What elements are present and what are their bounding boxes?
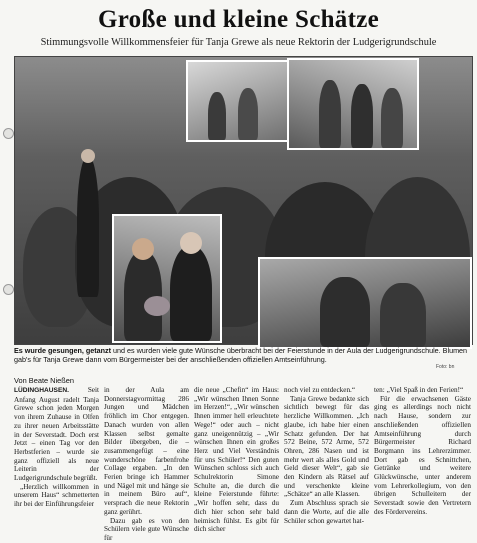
paragraph: Tanja Grewe bedankte sich sichtlich bewegt für das herzliche Willkommen. „Ich glaube, ich habe hier einen Schatz gefunden. Der hat 572 Beine, 572 Arme, 572 Ohren, 286 Nasen und ist mehr wert als alles Gold und Geld dieser Welt“, gab sie den Kindern als Rätsel auf und verschenkte kleine „Schätze“ an alle Klassen. — [284, 394, 369, 499]
teacher-figure — [77, 157, 99, 297]
headline: Große und kleine Schätze — [97, 6, 380, 33]
text-column-4 — [284, 386, 369, 525]
punch-hole — [3, 284, 14, 295]
inset-photo-rectorin-and-mayor — [112, 214, 222, 343]
punch-hole — [3, 128, 14, 139]
inset-photo-guitar-performance — [258, 257, 472, 349]
paragraph: Seit Anfang August radelt Tanja Grewe schon jeden Morgen von ihrem Zuhause in Olfen zu ihrer neuen Arbeitsstätte in der Severstadt. Doch erst Jetzt – einen Tag vor den Herbstferien – wurde sie ganz offiziell als neue Leiterin der Ludgerigrundschule begrüßt. — [14, 386, 99, 483]
inset-photo-children-collage — [186, 60, 290, 142]
subheadline: Stimmungsvolle Willkommensfeier für Tanja Grewe als neue Rektorin der Ludgerigrundschule — [40, 37, 437, 48]
paragraph: „Herzlich willkommen in unserem Haus“ schmetterten ihr bei der Einführungsfeier — [14, 482, 99, 509]
paragraph: noch viel zu entdecken.“ — [284, 386, 356, 394]
text-column-2 — [104, 386, 189, 542]
caption-text: und es wurden viele gute Wünsche überbracht bei der Feierstunde in der Aula der Ludgerigrundschule. Blumen gab's für Tanja Grewe dann vom Bürgermeister bei der anschließenden offiziellen Amtseinführung. — [14, 346, 468, 364]
paragraph: ten: „Viel Spaß in den Ferien!“ — [374, 386, 464, 394]
photo-caption — [14, 346, 471, 364]
paragraph: die neue „Chefin“ im Haus: „Wir wünschen Ihnen Sonne im Herzen!“, „Wir wünschen Ihnen immer hell erleuchtete Wege!“ oder auch – nicht ganz uneigennützig – „Wir wünschen Ihnen ein großes Herz und Viel Verständnis für uns Schüler!“ Den guten Wünschen schloss sich auch Schulrektorin Simone Schulte an, die durch die kleine Feierstunde führte: „Wir hoffen sehr, dass du dich hier schon sehr bald heimisch fühlst. Es gibt für dich sicher — [194, 386, 279, 534]
text-column-3 — [194, 386, 279, 534]
byline: Von Beate Nießen — [14, 376, 74, 385]
paragraph: Zum Abschluss sprach sie dann die Worte, auf die alle Schüler schon gewartet hat- — [284, 499, 369, 525]
paragraph: in der Aula am Donnerstagvormittag 286 Jungen und Mädchen fröhlich im Chor entgegen. Danach wurden von allen Klassen selbst gemalte Bilder übergeben, die – zusammengefügt – eine wunderschöne farbenfrohe Collage ergaben. „In den Ferien bringe ich Hammer und Nägel mit und hänge sie in meinem Büro auf“, versprach die neue Rektorin ganz gerührt. — [104, 386, 189, 516]
dateline: LÜDINGHAUSEN. — [14, 387, 69, 394]
paragraph: Dazu gab es von den Schülern viele gute Wünsche für — [104, 516, 189, 542]
photo-credit: Foto: bn — [436, 364, 455, 370]
text-column-5 — [374, 386, 471, 516]
inset-photo-singing-children — [287, 58, 419, 150]
flowers — [144, 296, 170, 316]
caption-lead: Es wurde gesungen, getanzt — [14, 346, 112, 355]
paragraph: Für die erwachsenen Gäste ging es allerdings noch nicht nach Hause, sondern zur anschließenden offiziellen Amtseinführung durch Bürgermeister Richard Borgmann ins Lehrerzimmer. Dort gab es Schnittchen, Getränke und weitere Glückwünsche, unter anderem vom Lehrerkollegium, von den übrigen Schulleitern der Severstadt sowie den Vertretern des Fördervereins. — [374, 394, 471, 516]
text-column-1 — [14, 386, 99, 509]
